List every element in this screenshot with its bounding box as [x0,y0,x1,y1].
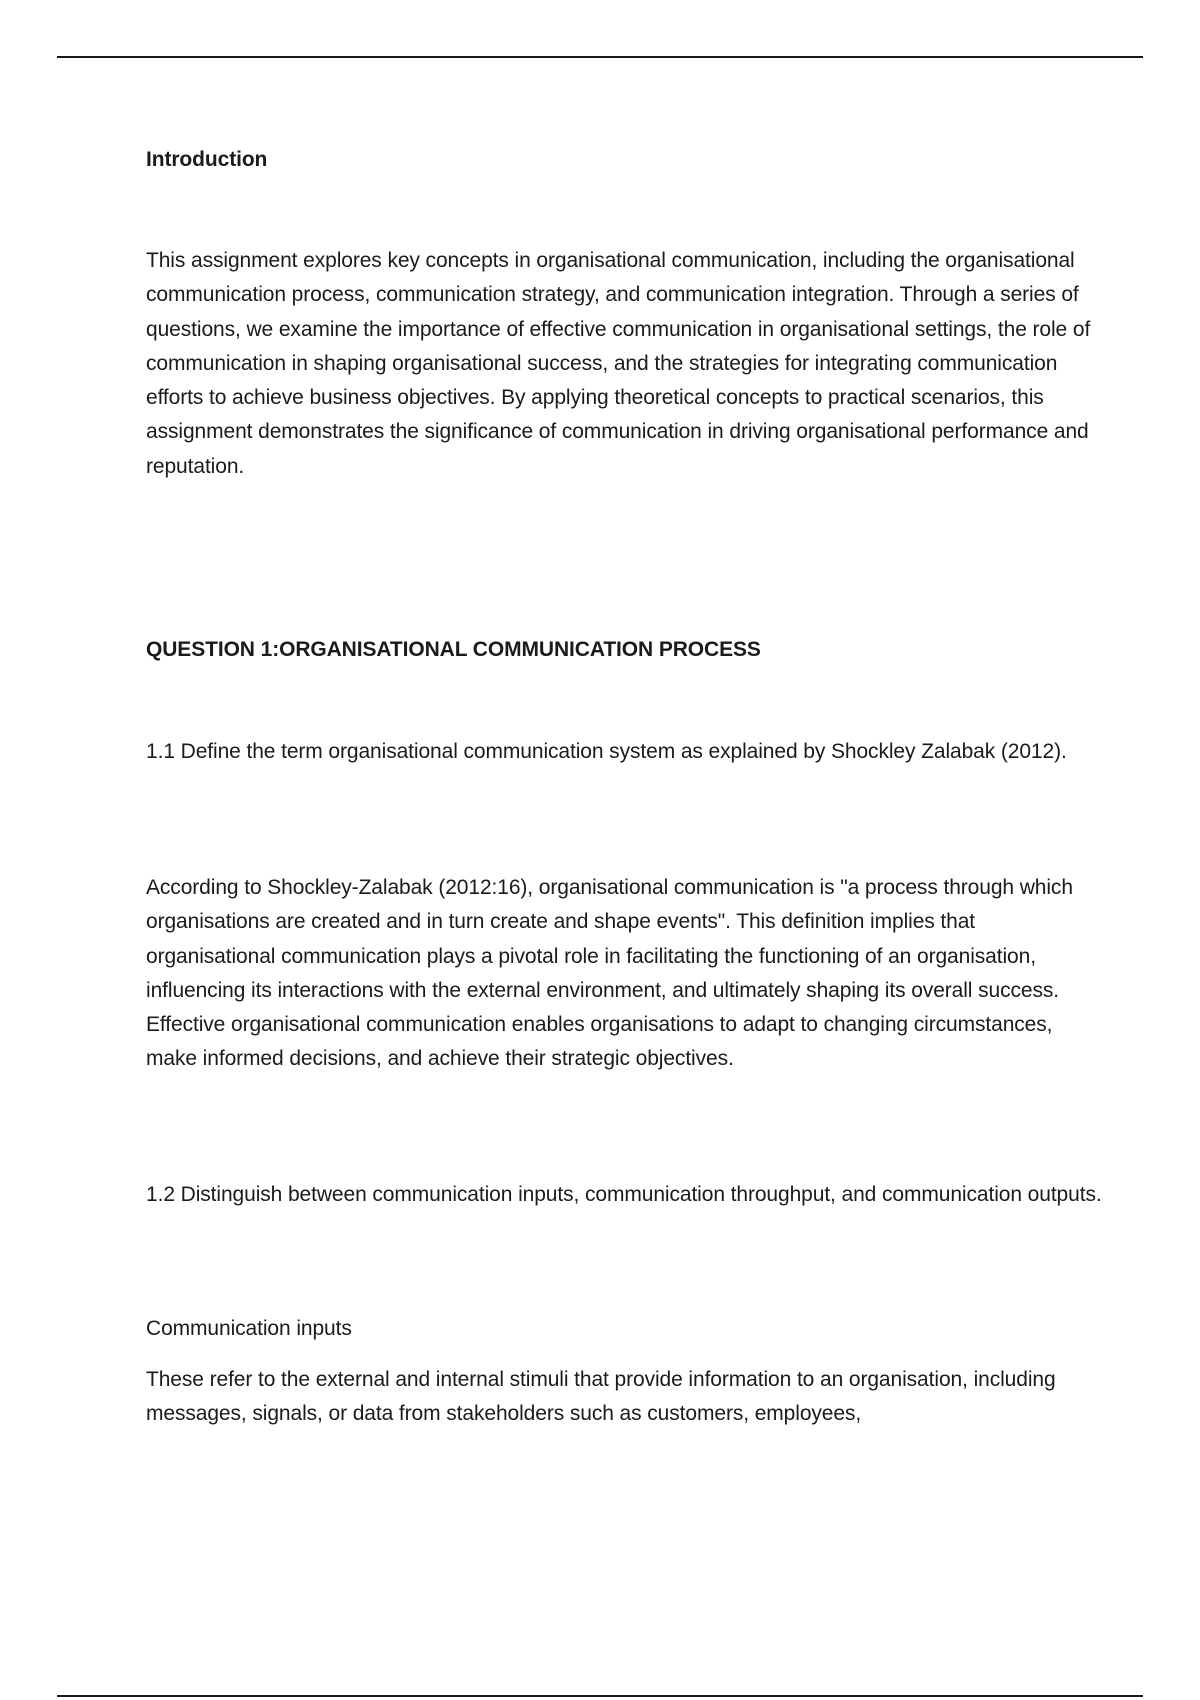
top-rule [57,56,1143,58]
intro-paragraph: This assignment explores key concepts in organisational communication, including the organisational communication process, communication strategy, and communication integration. Through a series of questions, we examine the importance of effective communication in organisational settings, the role of communication in shaping organisational success, and the strategies for integrating communication efforts to achieve business objectives. By applying theoretical concepts to practical scenarios, this assignment demonstrates the significance of communication in driving organisational performance and reputation. [146,249,1091,478]
question-1-1-prompt: 1.1 Define the term organisational communication system as explained by Shockley Zalabak (2012). [146,740,1067,763]
intro-heading: Introduction [146,148,268,171]
communication-inputs-subheading: Communication inputs [146,1317,352,1340]
question-1-heading: QUESTION 1:ORGANISATIONAL COMMUNICATION PROCESS [146,638,761,661]
communication-inputs-paragraph: These refer to the external and internal stimuli that provide information to an organisation, including messages, signals, or data from stakeholders such as customers, employees, [146,1368,1056,1426]
question-1-1-answer: According to Shockley-Zalabak (2012:16), organisational communication is "a process through which organisations are created and in turn create and shape events". This definition implies that organisational communication plays a pivotal role in facilitating the functioning of an organisation, influencing its interactions with the external environment, and ultimately shaping its overall success. Effective organisational communication enables organisations to adapt to changing circumstances, make informed decisions, and achieve their strategic objectives. [146,876,1073,1071]
bottom-rule [57,1695,1143,1697]
question-1-2-prompt: 1.2 Distinguish between communication inputs, communication throughput, and communication outputs. [146,1183,1102,1206]
